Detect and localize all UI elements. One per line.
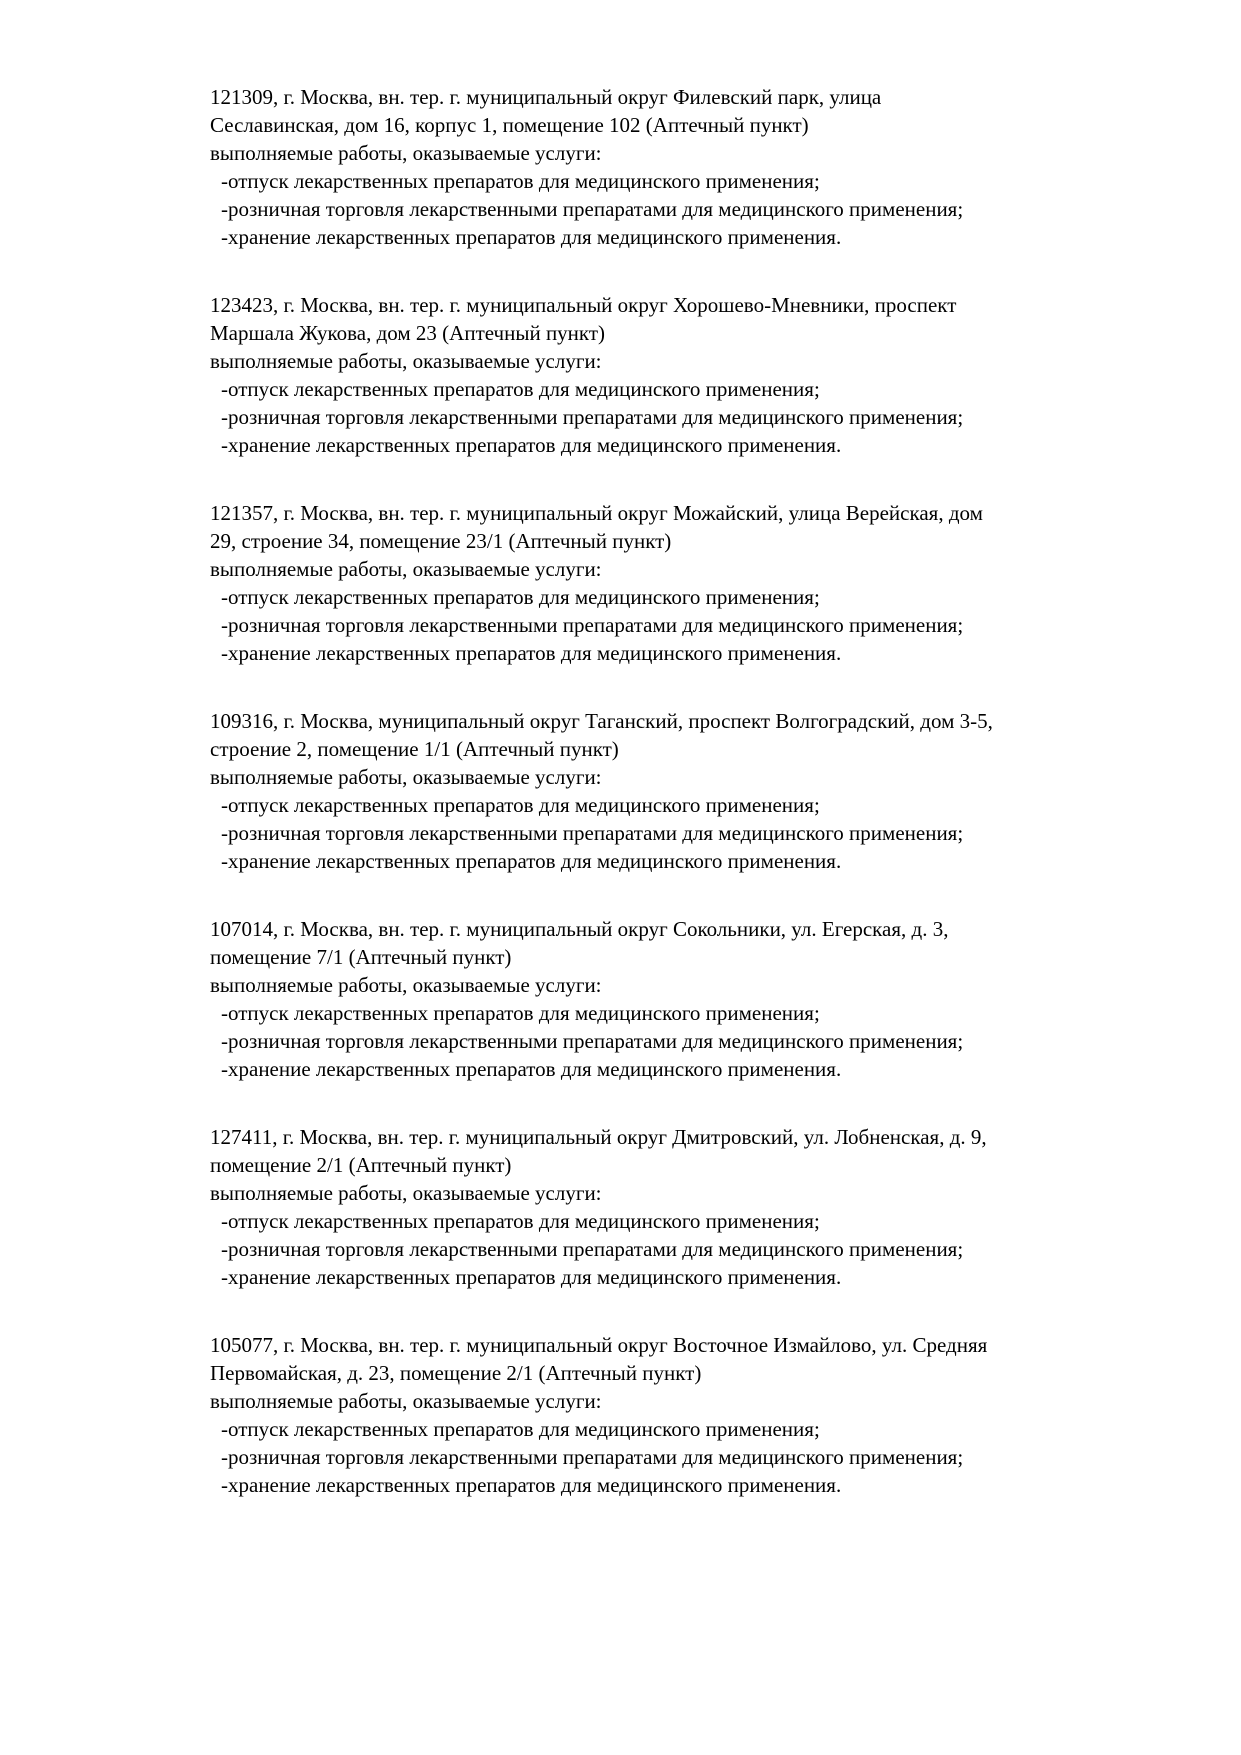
service-item: -розничная торговля лекарственными препаратами для медицинского применения; — [221, 197, 964, 221]
entry-address-line: помещение 2/1 (Аптечный пункт) — [210, 1153, 512, 1177]
pharmacy-entries-list — [210, 83, 1051, 1499]
pharmacy-entry — [210, 83, 1051, 251]
service-item: -розничная торговля лекарственными препаратами для медицинского применения; — [221, 821, 964, 845]
entry-address-line: 109316, г. Москва, муниципальный округ Таганский, проспект Волгоградский, дом 3-5, — [210, 709, 993, 733]
services-header: выполняемые работы, оказываемые услуги: — [210, 557, 602, 581]
services-header: выполняемые работы, оказываемые услуги: — [210, 349, 602, 373]
entry-address-line: 123423, г. Москва, вн. тер. г. муниципальный округ Хорошево-Мневники, проспект — [210, 293, 957, 317]
entry-address-line: 127411, г. Москва, вн. тер. г. муниципальный округ Дмитровский, ул. Лобненская, д. 9, — [210, 1125, 987, 1149]
entry-address-line: 121357, г. Москва, вн. тер. г. муниципальный округ Можайский, улица Верейская, дом — [210, 501, 983, 525]
service-item: -отпуск лекарственных препаратов для медицинского применения; — [221, 1001, 820, 1025]
service-item: -розничная торговля лекарственными препаратами для медицинского применения; — [221, 1237, 964, 1261]
pharmacy-entry — [210, 1123, 1051, 1291]
service-item: -розничная торговля лекарственными препаратами для медицинского применения; — [221, 613, 964, 637]
service-item: -хранение лекарственных препаратов для медицинского применения. — [221, 433, 842, 457]
services-header: выполняемые работы, оказываемые услуги: — [210, 765, 602, 789]
pharmacy-entry — [210, 291, 1051, 459]
entry-address-line: строение 2, помещение 1/1 (Аптечный пункт) — [210, 737, 619, 761]
pharmacy-entry — [210, 499, 1051, 667]
service-item: -отпуск лекарственных препаратов для медицинского применения; — [221, 793, 820, 817]
entry-address-line: 105077, г. Москва, вн. тер. г. муниципальный округ Восточное Измайлово, ул. Средняя — [210, 1333, 988, 1357]
service-item: -отпуск лекарственных препаратов для медицинского применения; — [221, 1209, 820, 1233]
services-header: выполняемые работы, оказываемые услуги: — [210, 973, 602, 997]
entry-address-line: помещение 7/1 (Аптечный пункт) — [210, 945, 512, 969]
entry-address-line: Маршала Жукова, дом 23 (Аптечный пункт) — [210, 321, 606, 345]
entry-address-line: 107014, г. Москва, вн. тер. г. муниципальный округ Сокольники, ул. Егерская, д. 3, — [210, 917, 949, 941]
service-item: -отпуск лекарственных препаратов для медицинского применения; — [221, 169, 820, 193]
service-item: -розничная торговля лекарственными препаратами для медицинского применения; — [221, 1445, 964, 1469]
entry-address-line: 29, строение 34, помещение 23/1 (Аптечный пункт) — [210, 529, 672, 553]
service-item: -хранение лекарственных препаратов для медицинского применения. — [221, 225, 842, 249]
entry-address-line: Первомайская, д. 23, помещение 2/1 (Аптечный пункт) — [210, 1361, 702, 1385]
entry-address-line: Сеславинская, дом 16, корпус 1, помещение 102 (Аптечный пункт) — [210, 113, 809, 137]
services-header: выполняемые работы, оказываемые услуги: — [210, 1389, 602, 1413]
service-item: -хранение лекарственных препаратов для медицинского применения. — [221, 1473, 842, 1497]
service-item: -отпуск лекарственных препаратов для медицинского применения; — [221, 585, 820, 609]
service-item: -хранение лекарственных препаратов для медицинского применения. — [221, 1265, 842, 1289]
service-item: -розничная торговля лекарственными препаратами для медицинского применения; — [221, 405, 964, 429]
pharmacy-entry — [210, 707, 1051, 875]
services-header: выполняемые работы, оказываемые услуги: — [210, 141, 602, 165]
pharmacy-entry — [210, 1331, 1051, 1499]
service-item: -хранение лекарственных препаратов для медицинского применения. — [221, 1057, 842, 1081]
entry-address-line: 121309, г. Москва, вн. тер. г. муниципальный округ Филевский парк, улица — [210, 85, 882, 109]
service-item: -розничная торговля лекарственными препаратами для медицинского применения; — [221, 1029, 964, 1053]
service-item: -хранение лекарственных препаратов для медицинского применения. — [221, 849, 842, 873]
service-item: -хранение лекарственных препаратов для медицинского применения. — [221, 641, 842, 665]
service-item: -отпуск лекарственных препаратов для медицинского применения; — [221, 1417, 820, 1441]
service-item: -отпуск лекарственных препаратов для медицинского применения; — [221, 377, 820, 401]
pharmacy-entry — [210, 915, 1051, 1083]
services-header: выполняемые работы, оказываемые услуги: — [210, 1181, 602, 1205]
